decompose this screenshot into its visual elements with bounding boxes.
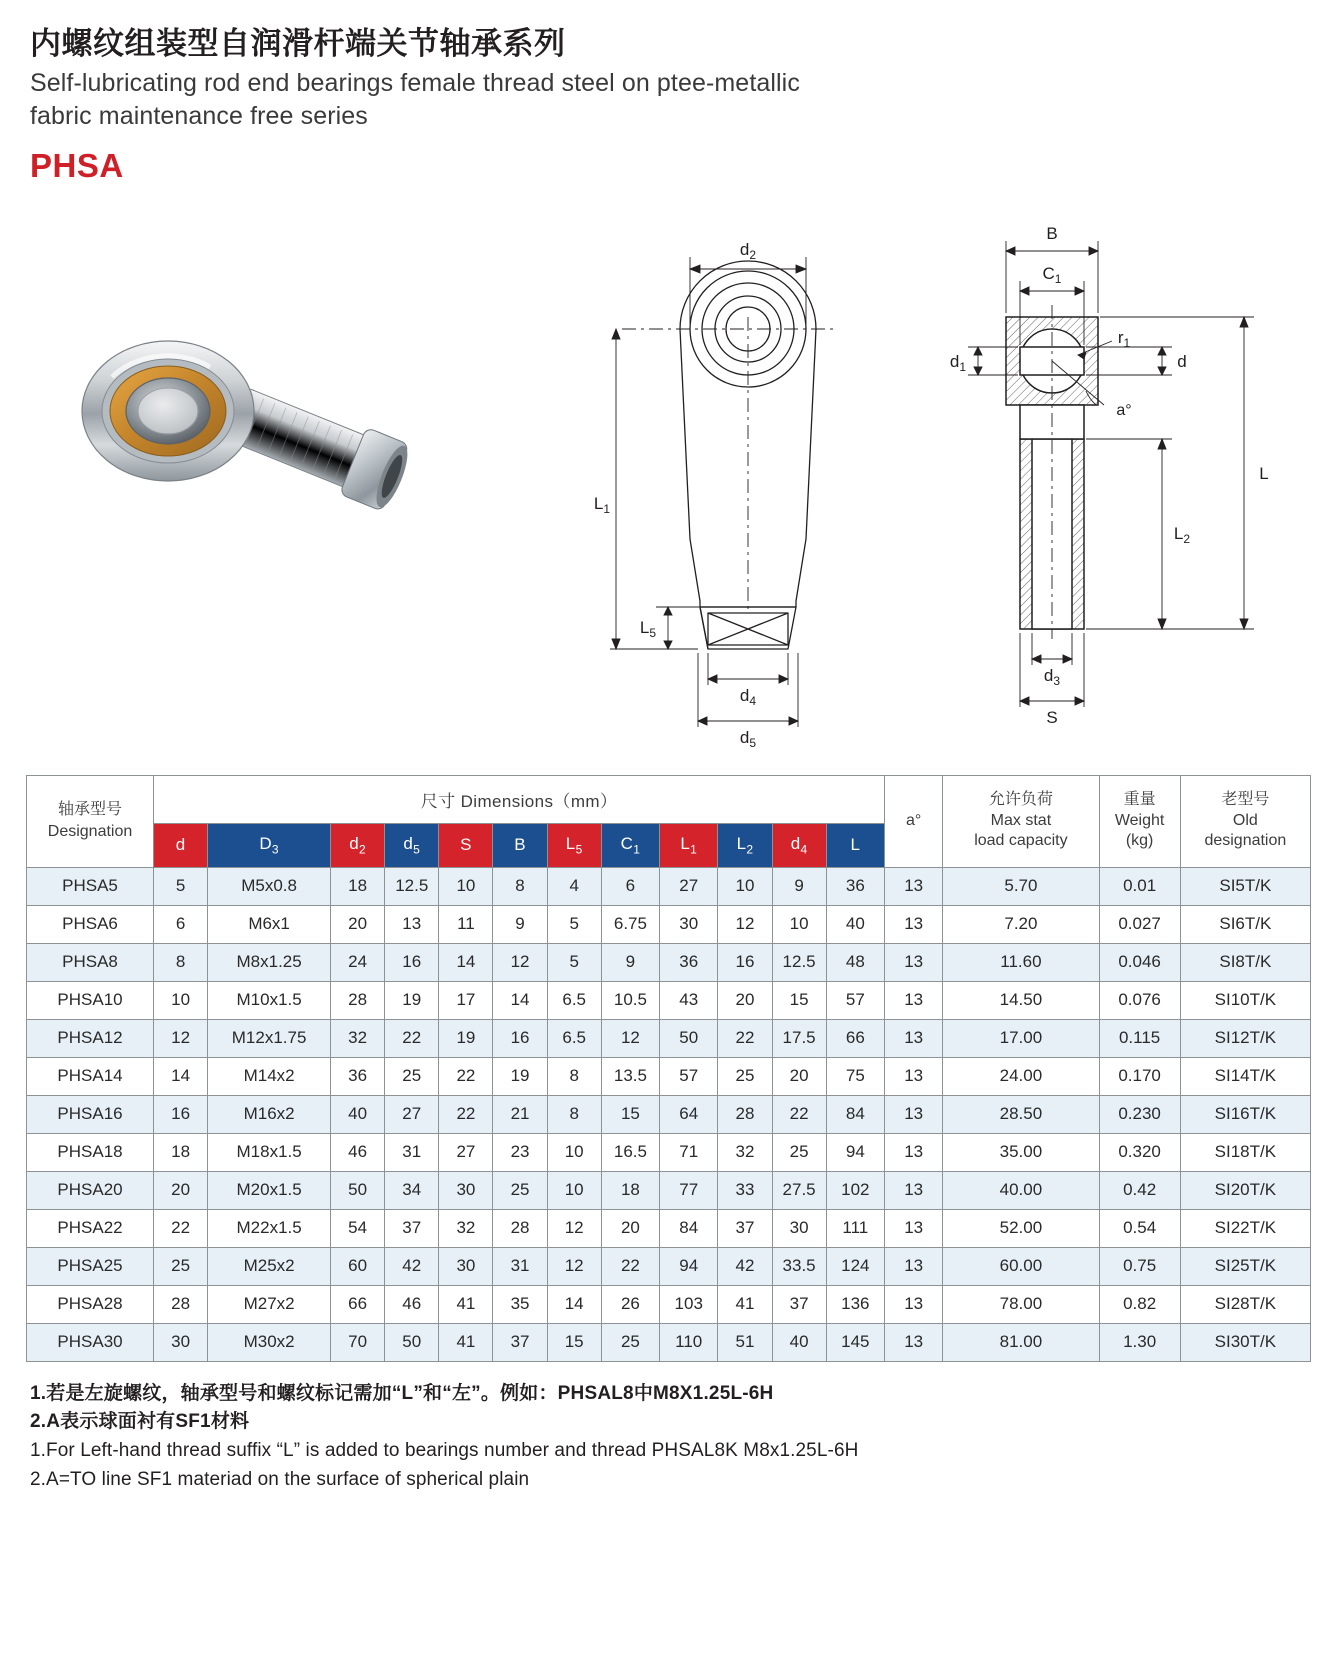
cell-a: 13 (885, 1095, 943, 1133)
header-dim-s: S (439, 823, 493, 867)
cell-S: 22 (439, 1095, 493, 1133)
cell-C1: 10.5 (601, 981, 659, 1019)
cell-L5: 5 (547, 943, 601, 981)
cell-C1: 9 (601, 943, 659, 981)
page-title-english-line2: fabric maintenance free series (30, 101, 368, 130)
cell-S: 10 (439, 867, 493, 905)
dim-label-L: L (1259, 463, 1269, 483)
cell-old: SI5T/K (1180, 867, 1310, 905)
cell-S: 14 (439, 943, 493, 981)
page-header (0, 0, 1337, 185)
cell-load: 14.50 (943, 981, 1099, 1019)
cell-d: 14 (154, 1057, 208, 1095)
table-row (27, 1209, 1311, 1247)
cell-d: 16 (154, 1095, 208, 1133)
dim-label-d: d (1177, 351, 1187, 371)
cell-L1: 71 (660, 1133, 718, 1171)
cell-d2: 36 (331, 1057, 385, 1095)
cell-L1: 36 (660, 943, 718, 981)
cell-C1: 13.5 (601, 1057, 659, 1095)
cell-B: 16 (493, 1019, 547, 1057)
cell-L1: 57 (660, 1057, 718, 1095)
front-view-drawing (580, 209, 910, 749)
cell-B: 25 (493, 1171, 547, 1209)
cell-D3: M10x1.5 (208, 981, 331, 1019)
cell-d2: 28 (331, 981, 385, 1019)
cell-L2: 28 (718, 1095, 772, 1133)
cell-a: 13 (885, 867, 943, 905)
cell-designation: PHSA8 (27, 943, 154, 981)
cell-S: 30 (439, 1247, 493, 1285)
cell-B: 19 (493, 1057, 547, 1095)
series-code: PHSA (30, 146, 124, 184)
cell-B: 31 (493, 1247, 547, 1285)
dim-label-C1: $C_1$ (1042, 263, 1062, 286)
cell-d: 10 (154, 981, 208, 1019)
cell-load: 78.00 (943, 1285, 1099, 1323)
cell-S: 19 (439, 1019, 493, 1057)
table-row (27, 1323, 1311, 1361)
cell-weight: 0.42 (1099, 1171, 1180, 1209)
cell-weight: 1.30 (1099, 1323, 1180, 1361)
cell-D3: M14x2 (208, 1057, 331, 1095)
table-row (27, 867, 1311, 905)
header-load-en1: Max stat (990, 811, 1052, 829)
header-load-en2: load capacity (974, 832, 1068, 850)
cell-L2: 12 (718, 905, 772, 943)
cell-load: 7.20 (943, 905, 1099, 943)
cell-L: 145 (826, 1323, 884, 1361)
cell-L1: 84 (660, 1209, 718, 1247)
cell-L1: 110 (660, 1323, 718, 1361)
cell-L2: 51 (718, 1323, 772, 1361)
header-weight-en2: (kg) (1125, 832, 1154, 850)
cell-L2: 33 (718, 1171, 772, 1209)
cell-d4: 37 (772, 1285, 826, 1323)
table-row (27, 1057, 1311, 1095)
dim-label-L1: $L_1$ (593, 493, 611, 516)
cell-L: 66 (826, 1019, 884, 1057)
cell-L: 136 (826, 1285, 884, 1323)
cell-L5: 6.5 (547, 981, 601, 1019)
table-row (27, 1095, 1311, 1133)
cell-old: SI10T/K (1180, 981, 1310, 1019)
cell-d2: 66 (331, 1285, 385, 1323)
header-old-cn: 老型号 (1221, 790, 1270, 808)
cell-weight: 0.076 (1099, 981, 1180, 1019)
footnotes (0, 1362, 1337, 1496)
cell-old: SI8T/K (1180, 943, 1310, 981)
cell-L: 57 (826, 981, 884, 1019)
dim-label-d3: $d_3$ (1043, 665, 1061, 688)
cell-B: 35 (493, 1285, 547, 1323)
cell-designation: PHSA28 (27, 1285, 154, 1323)
header-designation-en: Designation (47, 823, 133, 841)
cell-weight: 0.75 (1099, 1247, 1180, 1285)
cell-d4: 30 (772, 1209, 826, 1247)
header-dim-d5: $d_5$ (385, 823, 439, 867)
cell-d2: 54 (331, 1209, 385, 1247)
header-weight-cn: 重量 (1123, 790, 1156, 808)
cell-L: 36 (826, 867, 884, 905)
cell-L2: 22 (718, 1019, 772, 1057)
cell-L5: 10 (547, 1171, 601, 1209)
cell-d2: 60 (331, 1247, 385, 1285)
cell-d4: 22 (772, 1095, 826, 1133)
cell-load: 11.60 (943, 943, 1099, 981)
cell-designation: PHSA16 (27, 1095, 154, 1133)
cell-old: SI22T/K (1180, 1209, 1310, 1247)
cell-designation: PHSA12 (27, 1019, 154, 1057)
header-angle: a° (885, 775, 943, 867)
dim-label-S: S (1046, 707, 1058, 727)
table-body (27, 867, 1311, 1361)
cell-L5: 10 (547, 1133, 601, 1171)
header-weight-en1: Weight (1114, 811, 1165, 829)
cell-d2: 20 (331, 905, 385, 943)
spec-table-wrap (0, 775, 1337, 1362)
dim-label-L5: $L_5$ (639, 617, 657, 640)
dim-label-B: B (1046, 223, 1058, 243)
cell-load: 24.00 (943, 1057, 1099, 1095)
cell-d5: 50 (385, 1323, 439, 1361)
cell-weight: 0.82 (1099, 1285, 1180, 1323)
cell-L1: 43 (660, 981, 718, 1019)
cell-old: SI6T/K (1180, 905, 1310, 943)
cell-d5: 16 (385, 943, 439, 981)
cell-d5: 12.5 (385, 867, 439, 905)
cell-D3: M6x1 (208, 905, 331, 943)
cell-a: 13 (885, 1285, 943, 1323)
cell-C1: 18 (601, 1171, 659, 1209)
cell-load: 81.00 (943, 1323, 1099, 1361)
cell-S: 22 (439, 1057, 493, 1095)
header-old-en2: designation (1204, 832, 1287, 850)
cell-B: 28 (493, 1209, 547, 1247)
cell-D3: M22x1.5 (208, 1209, 331, 1247)
cell-L: 75 (826, 1057, 884, 1095)
header-dim-l5: $L_5$ (547, 823, 601, 867)
cell-C1: 20 (601, 1209, 659, 1247)
header-dim-c1: $C_1$ (601, 823, 659, 867)
cell-load: 40.00 (943, 1171, 1099, 1209)
cell-old: SI12T/K (1180, 1019, 1310, 1057)
cell-d5: 25 (385, 1057, 439, 1095)
cell-old: SI25T/K (1180, 1247, 1310, 1285)
cell-C1: 12 (601, 1019, 659, 1057)
cell-old: SI20T/K (1180, 1171, 1310, 1209)
header-old-designation (1180, 775, 1310, 867)
cell-d2: 46 (331, 1133, 385, 1171)
cell-old: SI18T/K (1180, 1133, 1310, 1171)
cell-D3: M8x1.25 (208, 943, 331, 981)
footnote-cn-2: 2.A表示球面衬有SF1材料 (30, 1411, 250, 1433)
cell-weight: 0.170 (1099, 1057, 1180, 1095)
cell-D3: M30x2 (208, 1323, 331, 1361)
cell-B: 21 (493, 1095, 547, 1133)
header-row-group (27, 775, 1311, 823)
cell-designation: PHSA18 (27, 1133, 154, 1171)
cell-L5: 6.5 (547, 1019, 601, 1057)
dim-label-L2: $L_2$ (1173, 523, 1191, 546)
cell-d5: 27 (385, 1095, 439, 1133)
cell-d5: 22 (385, 1019, 439, 1057)
cell-d4: 12.5 (772, 943, 826, 981)
cell-weight: 0.027 (1099, 905, 1180, 943)
header-dim-d: d (154, 823, 208, 867)
cell-L5: 12 (547, 1247, 601, 1285)
cell-L5: 14 (547, 1285, 601, 1323)
header-dim-d4: $d_4$ (772, 823, 826, 867)
cell-d: 22 (154, 1209, 208, 1247)
cell-old: SI14T/K (1180, 1057, 1310, 1095)
cell-L5: 8 (547, 1095, 601, 1133)
cell-L5: 12 (547, 1209, 601, 1247)
page-title-chinese: 内螺纹组装型自润滑杆端关节轴承系列 (30, 26, 566, 61)
header-weight (1099, 775, 1180, 867)
cell-C1: 6.75 (601, 905, 659, 943)
cell-designation: PHSA20 (27, 1171, 154, 1209)
cell-load: 60.00 (943, 1247, 1099, 1285)
header-old-en1: Old (1232, 811, 1258, 829)
cell-d4: 9 (772, 867, 826, 905)
cell-old: SI16T/K (1180, 1095, 1310, 1133)
cell-old: SI28T/K (1180, 1285, 1310, 1323)
dim-label-d4: $d_4$ (739, 685, 757, 708)
cell-S: 41 (439, 1285, 493, 1323)
cell-D3: M16x2 (208, 1095, 331, 1133)
cell-L2: 37 (718, 1209, 772, 1247)
cell-S: 32 (439, 1209, 493, 1247)
table-head (27, 775, 1311, 867)
cell-L2: 42 (718, 1247, 772, 1285)
header-dim-b: B (493, 823, 547, 867)
cell-B: 9 (493, 905, 547, 943)
cell-d4: 25 (772, 1133, 826, 1171)
cell-designation: PHSA10 (27, 981, 154, 1019)
header-dimensions-group: 尺寸 Dimensions（mm） (154, 775, 885, 823)
cell-designation: PHSA25 (27, 1247, 154, 1285)
cell-weight: 0.320 (1099, 1133, 1180, 1171)
cell-D3: M25x2 (208, 1247, 331, 1285)
cell-d4: 20 (772, 1057, 826, 1095)
cell-D3: M12x1.75 (208, 1019, 331, 1057)
cell-d5: 42 (385, 1247, 439, 1285)
footnote-en-1: 1.For Left-hand thread suffix “L” is added to bearings number and thread PHSAL8K M8x1.25L-6H (30, 1440, 859, 1462)
header-dim-d2: $d_2$ (331, 823, 385, 867)
cell-L: 94 (826, 1133, 884, 1171)
cell-d2: 70 (331, 1323, 385, 1361)
cell-d5: 31 (385, 1133, 439, 1171)
cell-D3: M18x1.5 (208, 1133, 331, 1171)
cell-d5: 13 (385, 905, 439, 943)
cell-d: 25 (154, 1247, 208, 1285)
cell-L: 124 (826, 1247, 884, 1285)
dim-label-d2: $d_2$ (739, 239, 757, 262)
cell-d4: 17.5 (772, 1019, 826, 1057)
cell-L2: 32 (718, 1133, 772, 1171)
cell-B: 23 (493, 1133, 547, 1171)
cell-d2: 24 (331, 943, 385, 981)
cell-designation: PHSA30 (27, 1323, 154, 1361)
bearing-photo (60, 319, 450, 529)
cell-load: 5.70 (943, 867, 1099, 905)
cell-d2: 18 (331, 867, 385, 905)
cell-d2: 32 (331, 1019, 385, 1057)
cell-L: 111 (826, 1209, 884, 1247)
dim-label-d1: $d_1$ (949, 351, 967, 374)
table-row (27, 1133, 1311, 1171)
cell-S: 11 (439, 905, 493, 943)
side-section-drawing (900, 209, 1300, 749)
cell-load: 17.00 (943, 1019, 1099, 1057)
cell-d4: 27.5 (772, 1171, 826, 1209)
table-row (27, 1019, 1311, 1057)
cell-designation: PHSA14 (27, 1057, 154, 1095)
header-dim-l: L (826, 823, 884, 867)
header-designation (27, 775, 154, 867)
cell-C1: 16.5 (601, 1133, 659, 1171)
cell-a: 13 (885, 1057, 943, 1095)
cell-L1: 77 (660, 1171, 718, 1209)
cell-L1: 103 (660, 1285, 718, 1323)
cell-B: 8 (493, 867, 547, 905)
cell-d: 28 (154, 1285, 208, 1323)
cell-a: 13 (885, 1209, 943, 1247)
page-title-english (30, 67, 1337, 133)
figure-band (0, 209, 1337, 769)
cell-L: 48 (826, 943, 884, 981)
cell-L2: 20 (718, 981, 772, 1019)
cell-weight: 0.046 (1099, 943, 1180, 981)
cell-a: 13 (885, 1247, 943, 1285)
table-row (27, 1285, 1311, 1323)
cell-C1: 26 (601, 1285, 659, 1323)
cell-d: 5 (154, 867, 208, 905)
cell-L5: 4 (547, 867, 601, 905)
cell-d4: 10 (772, 905, 826, 943)
header-dim-d3: $D_3$ (208, 823, 331, 867)
cell-L5: 15 (547, 1323, 601, 1361)
cell-C1: 25 (601, 1323, 659, 1361)
cell-L1: 94 (660, 1247, 718, 1285)
cell-S: 30 (439, 1171, 493, 1209)
cell-d4: 15 (772, 981, 826, 1019)
cell-weight: 0.230 (1099, 1095, 1180, 1133)
cell-d: 8 (154, 943, 208, 981)
cell-weight: 0.01 (1099, 867, 1180, 905)
header-designation-cn: 轴承型号 (58, 801, 123, 819)
cell-weight: 0.115 (1099, 1019, 1180, 1057)
cell-L2: 10 (718, 867, 772, 905)
table-row (27, 905, 1311, 943)
cell-a: 13 (885, 1019, 943, 1057)
table-row (27, 981, 1311, 1019)
cell-B: 14 (493, 981, 547, 1019)
dim-label-r1: $r_1$ (1117, 327, 1131, 350)
footnote-cn-1: 1.若是左旋螺纹，轴承型号和螺纹标记需加“L”和“左”。例如：PHSAL8中M8X1.25L-6H (30, 1382, 774, 1404)
cell-L: 102 (826, 1171, 884, 1209)
cell-L1: 30 (660, 905, 718, 943)
cell-L5: 5 (547, 905, 601, 943)
cell-old: SI30T/K (1180, 1323, 1310, 1361)
cell-a: 13 (885, 943, 943, 981)
cell-d: 18 (154, 1133, 208, 1171)
cell-L1: 50 (660, 1019, 718, 1057)
header-load-capacity (943, 775, 1099, 867)
header-dim-l2: $L_2$ (718, 823, 772, 867)
cell-D3: M27x2 (208, 1285, 331, 1323)
cell-L1: 27 (660, 867, 718, 905)
cell-C1: 15 (601, 1095, 659, 1133)
table-row (27, 943, 1311, 981)
cell-B: 12 (493, 943, 547, 981)
cell-load: 28.50 (943, 1095, 1099, 1133)
header-load-cn: 允许负荷 (988, 790, 1053, 808)
specification-table (26, 775, 1311, 1362)
cell-L: 84 (826, 1095, 884, 1133)
cell-C1: 6 (601, 867, 659, 905)
footnote-en-2: 2.A=TO line SF1 materiad on the surface of spherical plain (30, 1469, 530, 1491)
cell-S: 27 (439, 1133, 493, 1171)
dim-label-a-angle: a° (1116, 401, 1132, 419)
cell-designation: PHSA6 (27, 905, 154, 943)
cell-d2: 50 (331, 1171, 385, 1209)
cell-L5: 8 (547, 1057, 601, 1095)
cell-a: 13 (885, 981, 943, 1019)
cell-d2: 40 (331, 1095, 385, 1133)
page-title-english-line1: Self-lubricating rod end bearings female thread steel on ptee-metallic (30, 68, 800, 97)
cell-weight: 0.54 (1099, 1209, 1180, 1247)
cell-L: 40 (826, 905, 884, 943)
cell-d: 30 (154, 1323, 208, 1361)
cell-d: 12 (154, 1019, 208, 1057)
dim-label-d5: $d_5$ (739, 727, 757, 749)
cell-d4: 40 (772, 1323, 826, 1361)
cell-D3: M5x0.8 (208, 867, 331, 905)
header-dim-l1: $L_1$ (660, 823, 718, 867)
cell-d: 20 (154, 1171, 208, 1209)
cell-S: 41 (439, 1323, 493, 1361)
cell-a: 13 (885, 905, 943, 943)
cell-d5: 37 (385, 1209, 439, 1247)
cell-L1: 64 (660, 1095, 718, 1133)
cell-a: 13 (885, 1133, 943, 1171)
cell-B: 37 (493, 1323, 547, 1361)
cell-S: 17 (439, 981, 493, 1019)
cell-d5: 46 (385, 1285, 439, 1323)
cell-C1: 22 (601, 1247, 659, 1285)
table-row (27, 1171, 1311, 1209)
cell-L2: 41 (718, 1285, 772, 1323)
cell-d4: 33.5 (772, 1247, 826, 1285)
cell-a: 13 (885, 1171, 943, 1209)
cell-designation: PHSA5 (27, 867, 154, 905)
table-row (27, 1247, 1311, 1285)
cell-D3: M20x1.5 (208, 1171, 331, 1209)
cell-d5: 34 (385, 1171, 439, 1209)
cell-load: 35.00 (943, 1133, 1099, 1171)
cell-a: 13 (885, 1323, 943, 1361)
cell-d5: 19 (385, 981, 439, 1019)
cell-d: 6 (154, 905, 208, 943)
cell-L2: 25 (718, 1057, 772, 1095)
cell-designation: PHSA22 (27, 1209, 154, 1247)
cell-L2: 16 (718, 943, 772, 981)
cell-load: 52.00 (943, 1209, 1099, 1247)
